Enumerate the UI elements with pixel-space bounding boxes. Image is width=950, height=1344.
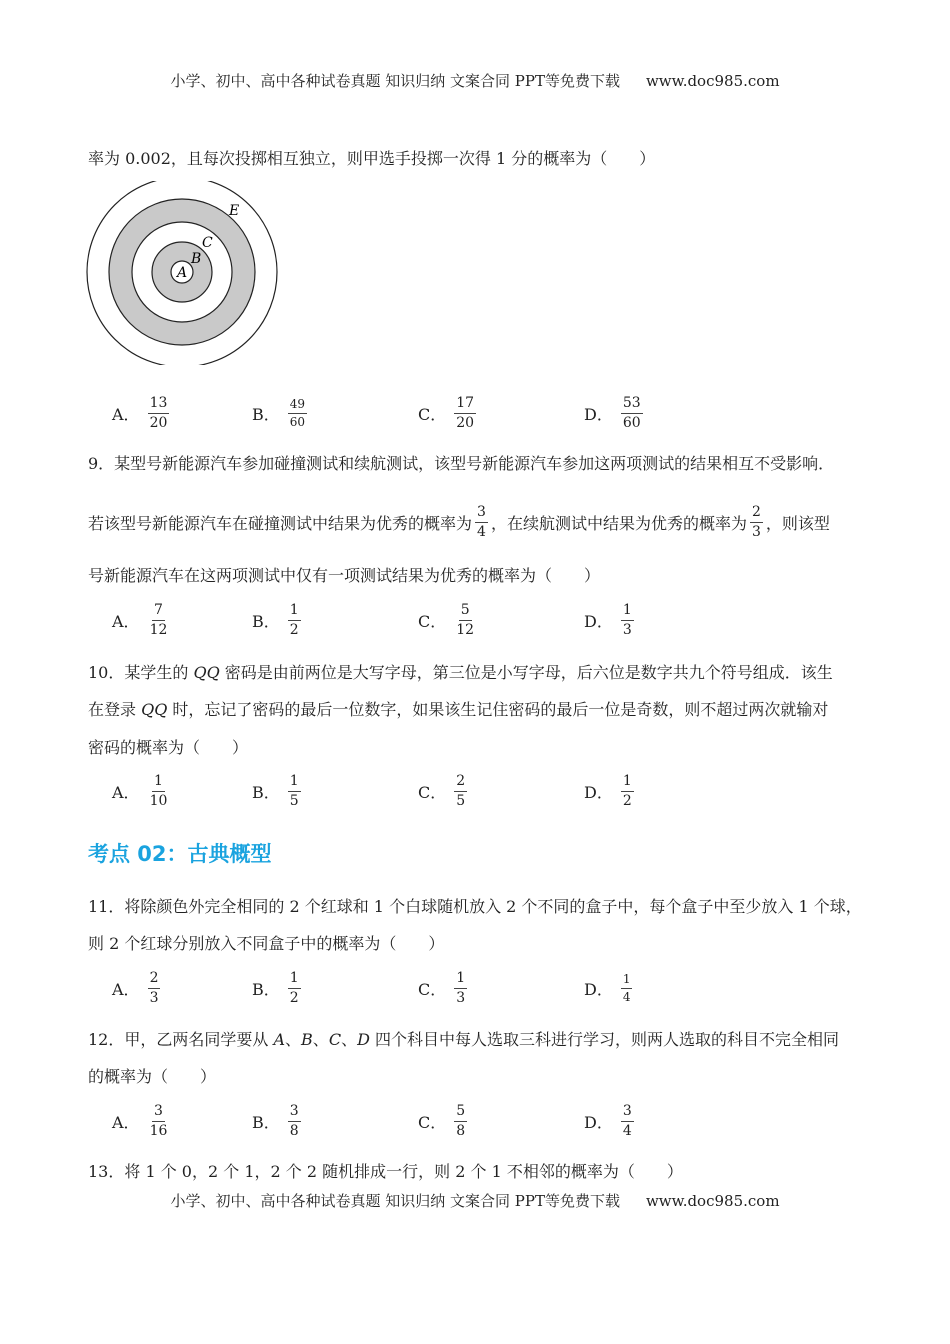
subject-b: B	[301, 1030, 313, 1049]
label-e: E	[229, 203, 240, 219]
q11-option-a[interactable]	[112, 964, 160, 1012]
numerator: 7	[152, 603, 165, 621]
numerator: 2	[454, 774, 467, 792]
numerator: 2	[148, 971, 161, 989]
denominator: 10	[149, 792, 168, 809]
denominator: 5	[456, 792, 466, 809]
q10-text-d: 时，忘记了密码的最后一位数字，如果该生记住密码的最后一位是奇数，则不超过两次就输对	[167, 700, 829, 719]
denominator: 4	[477, 523, 486, 540]
label-a: A	[177, 265, 188, 281]
q12-line-1	[88, 1027, 839, 1050]
q8-options	[0, 389, 950, 437]
q10-option-d[interactable]	[584, 767, 634, 815]
q8-option-c[interactable]	[418, 389, 476, 437]
q12-option-b[interactable]	[252, 1097, 301, 1145]
option-label: A．	[112, 1112, 140, 1132]
numerator: 1	[454, 971, 467, 989]
separator: 、	[341, 1030, 358, 1049]
q10-line-1	[88, 660, 833, 683]
numerator: 13	[148, 396, 170, 414]
numerator: 53	[621, 396, 643, 414]
denominator: 8	[289, 1122, 299, 1139]
numerator: 5	[459, 603, 472, 621]
q9-text-a: 若该型号新能源汽车在碰撞测试中结果为优秀的概率为	[88, 513, 473, 533]
q10-text-c: 在登录	[88, 700, 142, 719]
q9-options	[0, 596, 950, 644]
q12-options	[0, 1097, 950, 1145]
q11-option-d[interactable]	[584, 964, 632, 1012]
q11-option-b[interactable]	[252, 964, 301, 1012]
option-label: D．	[584, 611, 613, 631]
numerator: 1	[621, 973, 633, 989]
option-label: C．	[418, 611, 447, 631]
numerator: 17	[454, 396, 476, 414]
q8-text: 率为 0.002，且每次投掷相互独立，则甲选手投掷一次得 1 分的概率为（ ）	[88, 149, 656, 168]
q9-option-a[interactable]	[112, 596, 169, 644]
option-label: D．	[584, 1112, 613, 1132]
section-title: 考点 02：古典概型	[88, 842, 272, 866]
target-diagram	[86, 181, 280, 365]
q9-option-b[interactable]	[252, 596, 301, 644]
q11-line-1: 11．将除颜色外完全相同的 2 个红球和 1 个白球随机放入 2 个不同的盒子中，每个盒子中至少放入 1 个球，	[88, 897, 862, 916]
q9-line-1: 9．某型号新能源汽车参加碰撞测试和续航测试，该型号新能源汽车参加这两项测试的结果相互不受影响．	[88, 454, 835, 473]
page-header	[0, 70, 950, 91]
q11-option-c[interactable]	[418, 964, 467, 1012]
denominator: 2	[289, 621, 299, 638]
q9-line-2	[88, 498, 830, 546]
denominator: 12	[149, 621, 168, 638]
q8-option-a[interactable]	[112, 389, 169, 437]
numerator: 3	[288, 1104, 301, 1122]
denominator: 2	[622, 792, 632, 809]
header-url[interactable]: www.doc985.com	[645, 72, 780, 90]
denominator: 4	[622, 989, 631, 1004]
page-footer	[0, 1190, 950, 1211]
denominator: 8	[456, 1122, 466, 1139]
denominator: 4	[622, 1122, 632, 1139]
subject-a: A	[273, 1030, 286, 1049]
header-text: 小学、初中、高中各种试卷真题 知识归纳 文案合同 PPT等免费下载	[170, 72, 620, 90]
q10-text-a: 10．某学生的	[88, 663, 194, 682]
denominator: 60	[289, 414, 306, 429]
denominator: 12	[456, 621, 475, 638]
denominator: 3	[149, 989, 159, 1006]
option-label: B．	[252, 979, 280, 999]
option-label: A．	[112, 979, 140, 999]
numerator: 2	[750, 505, 763, 523]
q10-qq: QQ	[193, 663, 220, 682]
option-label: D．	[584, 782, 613, 802]
label-c: C	[202, 235, 213, 251]
q12-text-b: 四个科目中每人选取三科进行学习，则两人选取的科目不完全相同	[369, 1030, 839, 1049]
numerator: 1	[152, 774, 165, 792]
denominator: 2	[289, 989, 299, 1006]
q10-qq: QQ	[141, 700, 168, 719]
q12-option-d[interactable]	[584, 1097, 634, 1145]
numerator: 3	[152, 1104, 165, 1122]
option-label: A．	[112, 782, 140, 802]
subject-d: D	[357, 1030, 370, 1049]
q8-option-d[interactable]	[584, 389, 643, 437]
q11-line-2: 则 2 个红球分别放入不同盒子中的概率为（ ）	[88, 934, 445, 953]
option-label: C．	[418, 782, 447, 802]
numerator: 1	[621, 774, 634, 792]
denominator: 3	[456, 989, 466, 1006]
q9-text-c: ，则该型	[765, 513, 830, 533]
option-label: D．	[584, 404, 613, 424]
q9-option-c[interactable]	[418, 596, 476, 644]
numerator: 1	[621, 603, 634, 621]
q12-text-a: 12．甲，乙两名同学要从	[88, 1030, 274, 1049]
q10-option-b[interactable]	[252, 767, 301, 815]
denominator: 3	[751, 523, 761, 540]
footer-url[interactable]: www.doc985.com	[645, 1192, 780, 1210]
option-label: A．	[112, 404, 140, 424]
numerator: 1	[288, 971, 301, 989]
q9-text-b: ，在续航测试中结果为优秀的概率为	[490, 513, 747, 533]
footer-text: 小学、初中、高中各种试卷真题 知识归纳 文案合同 PPT等免费下载	[170, 1192, 620, 1210]
separator: 、	[312, 1030, 329, 1049]
option-label: C．	[418, 979, 447, 999]
q9-option-d[interactable]	[584, 596, 634, 644]
numerator: 49	[288, 398, 307, 414]
numerator: 1	[288, 774, 301, 792]
option-label: B．	[252, 404, 280, 424]
option-label: C．	[418, 1112, 447, 1132]
denominator: 20	[456, 414, 475, 431]
label-b: B	[191, 251, 202, 267]
option-label: B．	[252, 611, 280, 631]
q12-option-c[interactable]	[418, 1097, 467, 1145]
option-label: D．	[584, 979, 613, 999]
option-label: B．	[252, 1112, 280, 1132]
numerator: 3	[621, 1104, 634, 1122]
option-label: B．	[252, 782, 280, 802]
denominator: 3	[622, 621, 632, 638]
q10-line-2	[88, 697, 828, 720]
denominator: 60	[622, 414, 641, 431]
option-label: A．	[112, 611, 140, 631]
denominator: 20	[149, 414, 168, 431]
numerator: 3	[475, 505, 488, 523]
denominator: 5	[289, 792, 299, 809]
separator: 、	[285, 1030, 302, 1049]
q13-line-1: 13．将 1 个 0，2 个 1，2 个 2 随机排成一行，则 2 个 1 不相邻的概率为（ ）	[88, 1162, 683, 1181]
q12-line-2: 的概率为（ ）	[88, 1067, 217, 1086]
numerator: 5	[454, 1104, 467, 1122]
q12-option-a[interactable]	[112, 1097, 169, 1145]
denominator: 16	[149, 1122, 168, 1139]
q10-options	[0, 767, 950, 815]
q10-option-a[interactable]	[112, 767, 169, 815]
q9-line-3: 号新能源汽车在这两项测试中仅有一项测试结果为优秀的概率为（ ）	[88, 566, 601, 585]
q10-text-b: 密码是由前两位是大写字母，第三位是小写字母，后六位是数字共九个符号组成．该生	[219, 663, 833, 682]
numerator: 1	[288, 603, 301, 621]
q10-option-c[interactable]	[418, 767, 467, 815]
q11-options	[0, 964, 950, 1012]
q8-option-b[interactable]	[252, 389, 307, 437]
option-label: C．	[418, 404, 447, 424]
subject-c: C	[328, 1030, 342, 1049]
q10-line-3: 密码的概率为（ ）	[88, 738, 249, 757]
